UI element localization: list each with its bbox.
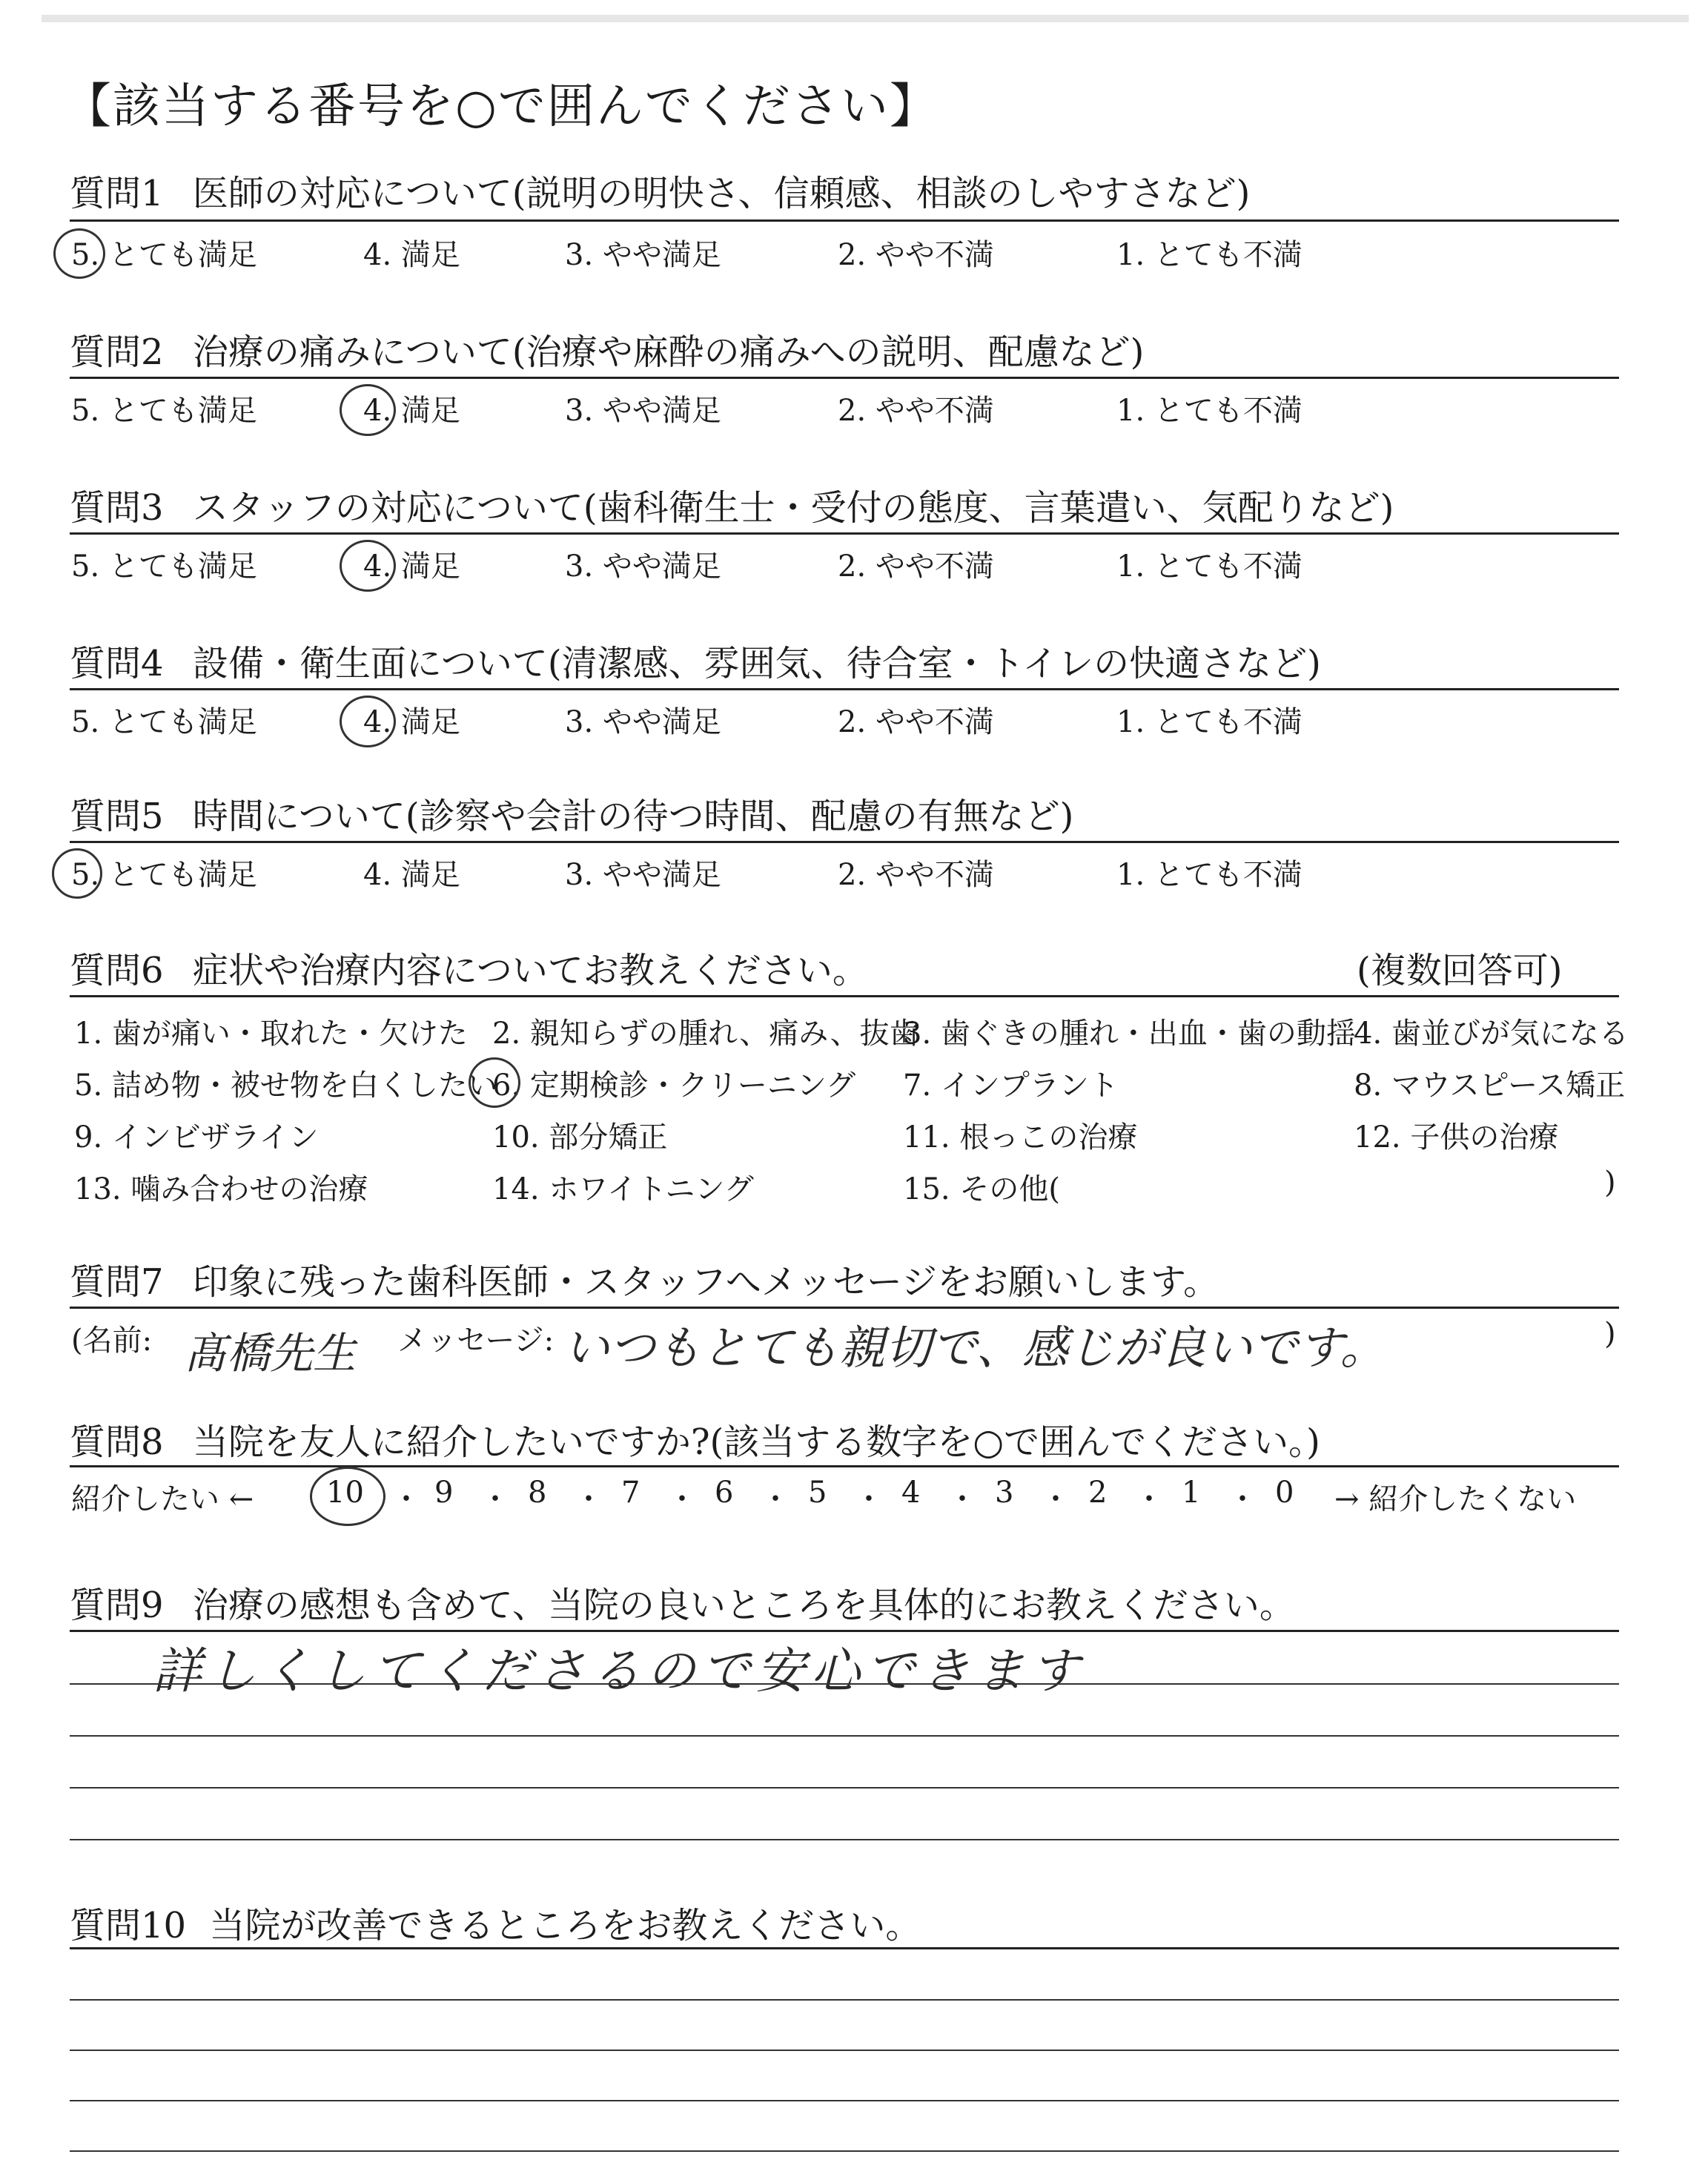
q8-label: 質問8 (70, 1421, 164, 1463)
q4-label: 質問4 (70, 643, 164, 684)
q8-score-6[interactable]: 6 (715, 1476, 734, 1510)
q7-name-label: (名前: (71, 1324, 153, 1358)
scan-top-edge (42, 15, 1689, 22)
q5-option-2[interactable]: 2. やや不満 (838, 858, 994, 892)
q2-option-3[interactable]: 3. やや満足 (565, 394, 721, 428)
q1-option-4[interactable]: 4. 満足 (363, 238, 460, 272)
form-title: 【該当する番号を○で囲んでください】 (64, 79, 939, 134)
q8-separator: ・ (854, 1482, 884, 1516)
q4-option-4[interactable]: 4. 満足 (363, 705, 460, 739)
q6-option-11[interactable]: 11. 根っこの治療 (903, 1120, 1138, 1155)
q5-heading (70, 787, 1073, 839)
q6-option-7[interactable]: 7. インプラント (903, 1069, 1119, 1103)
q8-selection-circle (310, 1467, 385, 1526)
q3-text: スタッフの対応について(歯科衛生士・受付の態度、言葉遣い、気配りなど) (192, 487, 1394, 529)
q8-rule (70, 1465, 1619, 1467)
q10-heading (70, 1897, 921, 1948)
q8-score-10[interactable]: 10 (326, 1476, 364, 1510)
q10-answer-line (70, 2150, 1619, 2152)
q7-label: 質問7 (70, 1261, 164, 1303)
q8-separator: ・ (574, 1482, 603, 1516)
q10-answer-line (70, 2050, 1619, 2051)
q8-separator: ・ (480, 1482, 510, 1516)
q8-right-label: → 紹介したくない (1334, 1482, 1577, 1516)
q6-rule (70, 995, 1619, 997)
q10-rule (70, 1947, 1619, 1949)
q1-heading (70, 165, 1250, 216)
q6-option-13[interactable]: 13. 噛み合わせの治療 (74, 1172, 368, 1206)
q4-option-3[interactable]: 3. やや満足 (565, 705, 721, 739)
q8-separator: ・ (391, 1482, 421, 1516)
q2-text: 治療の痛みについて(治療や麻酔の痛みへの説明、配慮など) (192, 331, 1145, 373)
q6-other-close-paren: ) (1604, 1166, 1616, 1200)
q6-option-1[interactable]: 1. 歯が痛い・取れた・欠けた (74, 1017, 468, 1051)
q6-selection-circle (469, 1057, 520, 1108)
q1-selection-circle (53, 228, 105, 279)
q9-answer-line (70, 1787, 1619, 1789)
q5-selection-circle (52, 848, 102, 899)
q9-answer-line (70, 1735, 1619, 1737)
q5-option-3[interactable]: 3. やや満足 (565, 858, 721, 892)
q3-option-1[interactable]: 1. とても不満 (1116, 549, 1302, 584)
q8-separator: ・ (1134, 1482, 1164, 1516)
q5-option-1[interactable]: 1. とても不満 (1116, 858, 1302, 892)
q2-label: 質問2 (70, 331, 164, 373)
q6-option-2[interactable]: 2. 親知らずの腫れ、痛み、抜歯 (492, 1017, 919, 1051)
q9-answer-handwriting[interactable]: 詳しくしてくださるので安心できます (153, 1642, 1085, 1700)
q5-label: 質問5 (70, 796, 164, 837)
q3-option-5[interactable]: 5. とても満足 (71, 549, 257, 584)
q10-label: 質問10 (70, 1905, 187, 1946)
q7-text: 印象に残った歯科医師・スタッフへメッセージをお願いします。 (192, 1261, 1219, 1303)
q6-option-5[interactable]: 5. 詰め物・被せ物を白くしたい (74, 1069, 497, 1103)
q2-option-4[interactable]: 4. 満足 (363, 394, 460, 428)
q3-option-3[interactable]: 3. やや満足 (565, 549, 721, 584)
q5-option-5[interactable]: 5. とても満足 (71, 858, 257, 892)
q3-heading (70, 479, 1394, 530)
q2-option-2[interactable]: 2. やや不満 (838, 394, 994, 428)
q2-heading (70, 323, 1144, 374)
q1-label: 質問1 (70, 173, 164, 214)
q6-option-6[interactable]: 6. 定期検診・クリーニング (492, 1069, 856, 1103)
q6-option-3[interactable]: 3. 歯ぐきの腫れ・出血・歯の動揺 (903, 1017, 1356, 1051)
q1-option-5[interactable]: 5. とても満足 (71, 238, 257, 272)
q8-text: 当院を友人に紹介したいですか?(該当する数字を○で囲んでください。) (192, 1421, 1320, 1463)
q6-option-9[interactable]: 9. インビザライン (74, 1120, 319, 1155)
q5-rule (70, 841, 1619, 843)
q2-option-5[interactable]: 5. とても満足 (71, 394, 257, 428)
q6-option-4[interactable]: 4. 歯並びが気になる (1354, 1017, 1629, 1051)
q6-text: 症状や治療内容についてお教えください。 (192, 950, 868, 991)
q1-option-1[interactable]: 1. とても不満 (1116, 238, 1302, 272)
q8-separator: ・ (1041, 1482, 1070, 1516)
q9-answer-line (70, 1683, 1619, 1685)
q7-rule (70, 1307, 1619, 1309)
q8-score-1[interactable]: 1 (1182, 1476, 1201, 1510)
q6-option-15[interactable]: 15. その他( (903, 1172, 1060, 1206)
q4-text: 設備・衛生面について(清潔感、雰囲気、待合室・トイレの快適さなど) (192, 643, 1321, 684)
q4-option-2[interactable]: 2. やや不満 (838, 705, 994, 739)
q3-rule (70, 532, 1619, 535)
q9-label: 質問9 (70, 1585, 164, 1626)
q8-separator: ・ (761, 1482, 790, 1516)
q6-heading (70, 942, 868, 993)
q9-heading (70, 1576, 1295, 1628)
q8-score-2[interactable]: 2 (1088, 1476, 1108, 1510)
q8-left-label: 紹介したい ← (71, 1482, 254, 1516)
q8-score-0[interactable]: 0 (1275, 1476, 1294, 1510)
q2-option-1[interactable]: 1. とても不満 (1116, 394, 1302, 428)
q8-score-7[interactable]: 7 (621, 1476, 640, 1510)
q5-text: 時間について(診察や会計の待つ時間、配慮の有無など) (192, 796, 1074, 837)
q3-selection-circle (340, 540, 396, 592)
q1-rule (70, 219, 1619, 222)
q8-heading (70, 1413, 1320, 1464)
q4-option-1[interactable]: 1. とても不満 (1116, 705, 1302, 739)
q6-option-8[interactable]: 8. マウスピース矯正 (1354, 1069, 1626, 1103)
q7-heading (70, 1253, 1219, 1304)
q2-selection-circle (340, 384, 396, 436)
q6-option-12[interactable]: 12. 子供の治療 (1354, 1120, 1559, 1155)
q7-message-label: メッセージ: (397, 1324, 555, 1358)
q7-close-paren: ) (1604, 1317, 1616, 1351)
q3-option-2[interactable]: 2. やや不満 (838, 549, 994, 584)
q6-multi-answer-note: (複数回答可) (1357, 950, 1563, 991)
q6-option-10[interactable]: 10. 部分矯正 (492, 1120, 668, 1155)
q8-score-4[interactable]: 4 (901, 1476, 921, 1510)
q8-score-8[interactable]: 8 (528, 1476, 547, 1510)
q8-separator: ・ (667, 1482, 697, 1516)
q4-selection-circle (340, 696, 396, 747)
q7-message-handwriting[interactable]: いつもとても親切で、感じが良いです。 (563, 1321, 1386, 1375)
q8-score-9[interactable]: 9 (434, 1476, 454, 1510)
q6-label: 質問6 (70, 950, 164, 991)
q8-score-5[interactable]: 5 (808, 1476, 827, 1510)
q4-rule (70, 688, 1619, 690)
q9-text: 治療の感想も含めて、当院の良いところを具体的にお教えください。 (192, 1585, 1295, 1626)
q2-rule (70, 377, 1619, 379)
q7-name-handwriting[interactable]: 髙橋先生 (184, 1328, 357, 1378)
q5-option-4[interactable]: 4. 満足 (363, 858, 460, 892)
q1-text: 医師の対応について(説明の明快さ、信頼感、相談のしやすさなど) (192, 173, 1251, 214)
q3-option-4[interactable]: 4. 満足 (363, 549, 460, 584)
q6-option-14[interactable]: 14. ホワイトニング (492, 1172, 754, 1206)
q8-separator: ・ (947, 1482, 977, 1516)
q10-text: 当院が改善できるところをお教えください。 (209, 1905, 921, 1946)
q4-heading (70, 635, 1321, 686)
q10-answer-line (70, 2100, 1619, 2101)
q4-option-5[interactable]: 5. とても満足 (71, 705, 257, 739)
q8-score-3[interactable]: 3 (995, 1476, 1014, 1510)
q1-option-2[interactable]: 2. やや不満 (838, 238, 994, 272)
q9-answer-line (70, 1839, 1619, 1840)
q3-label: 質問3 (70, 487, 164, 529)
q1-option-3[interactable]: 3. やや満足 (565, 238, 721, 272)
q10-answer-line (70, 1999, 1619, 2001)
q8-separator: ・ (1228, 1482, 1257, 1516)
